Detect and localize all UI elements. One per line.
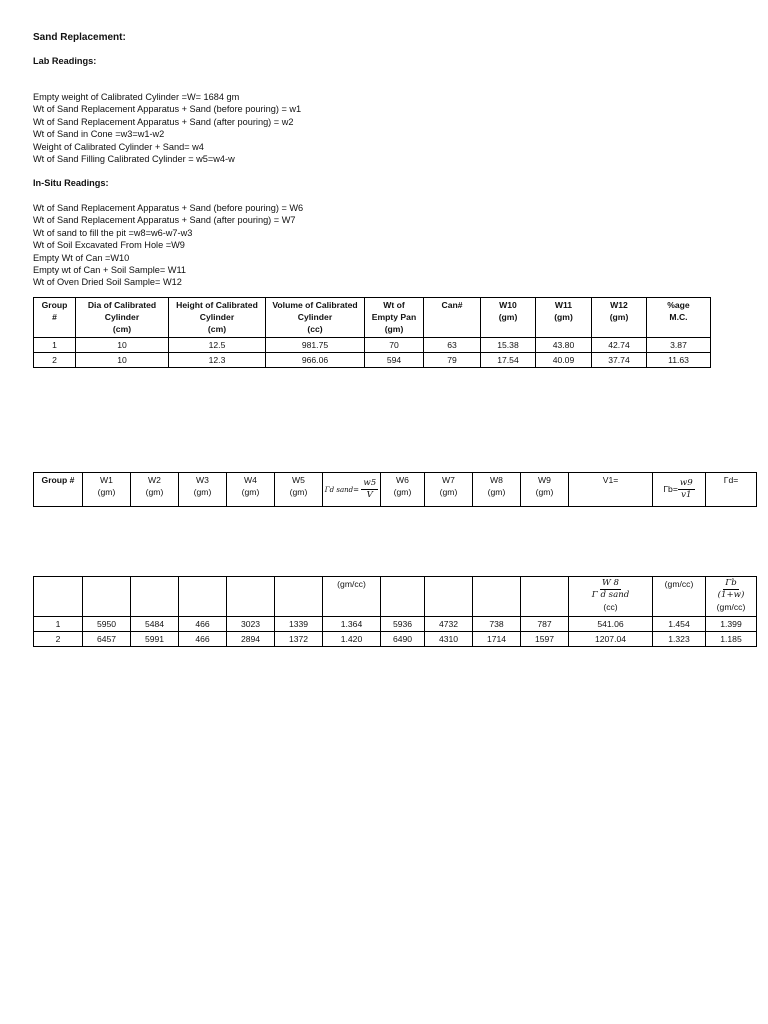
table-cell: 11.63 (647, 353, 711, 368)
table-cell: 1.185 (706, 632, 757, 647)
lab-line: Wt of Sand Replacement Apparatus + Sand (before pouring) = w1 (33, 104, 302, 115)
r-hdr-blank (381, 577, 425, 617)
lab-line: Wt of Sand Filling Calibrated Cylinder = w5=w4-w (33, 154, 235, 165)
table-cell: 966.06 (266, 353, 365, 368)
lab-line: Wt of Sand in Cone =w3=w1-w2 (33, 129, 165, 140)
table-cell: 3023 (227, 617, 275, 632)
calibration-table (33, 297, 711, 368)
results-table-wrap (33, 576, 757, 647)
lab-line: Empty weight of Calibrated Cylinder =W= 1684 gm (33, 92, 240, 102)
table-cell: 2894 (227, 632, 275, 647)
header-w10: W10 (gm) (481, 298, 536, 338)
h2-w1: W1 (gm) (83, 473, 131, 507)
header-volume: Volume of Calibrated Cylinder (cc) (266, 298, 365, 338)
page-title: Sand Replacement: (33, 32, 126, 43)
r-hdr-gd-formula: $\frac{\Gamma b}{(1+w)}$ (gm/cc) (706, 577, 757, 617)
r-hdr-blank (521, 577, 569, 617)
h2-w7: W7 (gm) (425, 473, 473, 507)
table-cell: 981.75 (266, 338, 365, 353)
table-cell: 15.38 (481, 338, 536, 353)
table-cell: 541.06 (569, 617, 653, 632)
table-cell: 37.74 (592, 353, 647, 368)
insitu-line: Wt of Oven Dried Soil Sample= W12 (33, 277, 182, 288)
h2-w6: W6 (gm) (381, 473, 425, 507)
r-hdr-gb-unit: (gm/cc) (653, 577, 706, 617)
table-cell: 4732 (425, 617, 473, 632)
table-cell: 1.454 (653, 617, 706, 632)
lab-line: Wt of Sand Replacement Apparatus + Sand (after pouring) = w2 (33, 116, 294, 127)
table-cell: 5950 (83, 617, 131, 632)
h2-w8: W8 (gm) (473, 473, 521, 507)
table-cell: 6457 (83, 632, 131, 647)
table-cell: 12.3 (169, 353, 266, 368)
table-cell: 40.09 (536, 353, 592, 368)
table-cell: 594 (365, 353, 424, 368)
table-cell: 1372 (275, 632, 323, 647)
h2-v1: V1= (569, 473, 653, 507)
insitu-line: Wt of Soil Excavated From Hole =W9 (33, 240, 185, 251)
table-cell: 1 (34, 617, 83, 632)
table-cell: 1.323 (653, 632, 706, 647)
header-height: Height of Calibrated Cylinder (cm) (169, 298, 266, 338)
h2-w9: W9 (gm) (521, 473, 569, 507)
table-cell: 63 (424, 338, 481, 353)
table-cell: 1714 (473, 632, 521, 647)
h2-gamma-d-sand: Γd sand= $\frac{w5}{V}$ (323, 473, 381, 507)
insitu-line: Wt of Sand Replacement Apparatus + Sand (before pouring) = W6 (33, 203, 304, 213)
table-cell: 1207.04 (569, 632, 653, 647)
header-dia: Dia of Calibrated Cylinder (cm) (76, 298, 169, 338)
table-cell: 17.54 (481, 353, 536, 368)
r-hdr-blank (34, 577, 83, 617)
h2-w4: W4 (gm) (227, 473, 275, 507)
insitu-readings-list (33, 202, 303, 289)
h2-group: Group # (34, 473, 83, 507)
table-cell: 5484 (131, 617, 179, 632)
r-hdr-blank (275, 577, 323, 617)
r-hdr-blank (227, 577, 275, 617)
insitu-line: Empty wt of Can + Soil Sample= W11 (33, 265, 187, 276)
header-group: Group # (34, 298, 76, 338)
h2-gamma-d: Γd= (706, 473, 757, 507)
table-cell: 3.87 (647, 338, 711, 353)
table-cell: 1339 (275, 617, 323, 632)
calibration-table-wrap (33, 297, 711, 368)
insitu-line: Wt of Sand Replacement Apparatus + Sand (after pouring) = W7 (33, 215, 296, 226)
table-cell: 2 (34, 353, 76, 368)
table-cell: 79 (424, 353, 481, 368)
r-hdr-blank (83, 577, 131, 617)
header-can: Can# (424, 298, 481, 338)
table-cell: 1 (34, 338, 76, 353)
r-hdr-density-unit: (gm/cc) (323, 577, 381, 617)
lab-line: Weight of Calibrated Cylinder + Sand= w4 (33, 141, 204, 152)
results-table (33, 576, 757, 647)
table-cell: 787 (521, 617, 569, 632)
table-cell: 12.5 (169, 338, 266, 353)
table-cell: 6490 (381, 632, 425, 647)
table-cell: 42.74 (592, 338, 647, 353)
table-cell: 1.399 (706, 617, 757, 632)
insitu-line: Wt of sand to fill the pit =w8=w6-w7-w3 (33, 227, 193, 238)
table-cell: 466 (179, 617, 227, 632)
table-cell: 1597 (521, 632, 569, 647)
table-row (34, 617, 757, 632)
table-cell: 70 (365, 338, 424, 353)
table-cell: 10 (76, 353, 169, 368)
r-hdr-blank (179, 577, 227, 617)
table-cell: 10 (76, 338, 169, 353)
insitu-line: Empty Wt of Can =W10 (33, 252, 130, 263)
header-w12: W12 (gm) (592, 298, 647, 338)
table-row (34, 632, 757, 647)
insitu-readings-heading: In-Situ Readings: (33, 178, 109, 188)
table-cell: 5991 (131, 632, 179, 647)
lab-readings-heading: Lab Readings: (33, 56, 97, 66)
table-row (34, 338, 711, 353)
table-cell: 5936 (381, 617, 425, 632)
h2-gamma-b: Γb= $\frac{w9}{v1}$ (653, 473, 706, 507)
table-cell: 466 (179, 632, 227, 647)
table-cell: 4310 (425, 632, 473, 647)
h2-w2: W2 (gm) (131, 473, 179, 507)
table-cell: 1.364 (323, 617, 381, 632)
table-cell: 738 (473, 617, 521, 632)
header-w11: W11 (gm) (536, 298, 592, 338)
r-hdr-blank (131, 577, 179, 617)
h2-w5: W5 (gm) (275, 473, 323, 507)
r-hdr-blank (425, 577, 473, 617)
r-hdr-blank (473, 577, 521, 617)
header-pan: Wt of Empty Pan (gm) (365, 298, 424, 338)
header-mc: %age M.C. (647, 298, 711, 338)
table-row (34, 353, 711, 368)
table-cell: 43.80 (536, 338, 592, 353)
r-hdr-v1-formula: $\frac{W 8}{\text{Γ d sand}}$ (cc) (569, 577, 653, 617)
insitu-header-table (33, 472, 757, 507)
table-cell: 2 (34, 632, 83, 647)
lab-readings-list (33, 91, 301, 165)
h2-w3: W3 (gm) (179, 473, 227, 507)
table-cell: 1.420 (323, 632, 381, 647)
insitu-header-table-wrap (33, 472, 757, 507)
